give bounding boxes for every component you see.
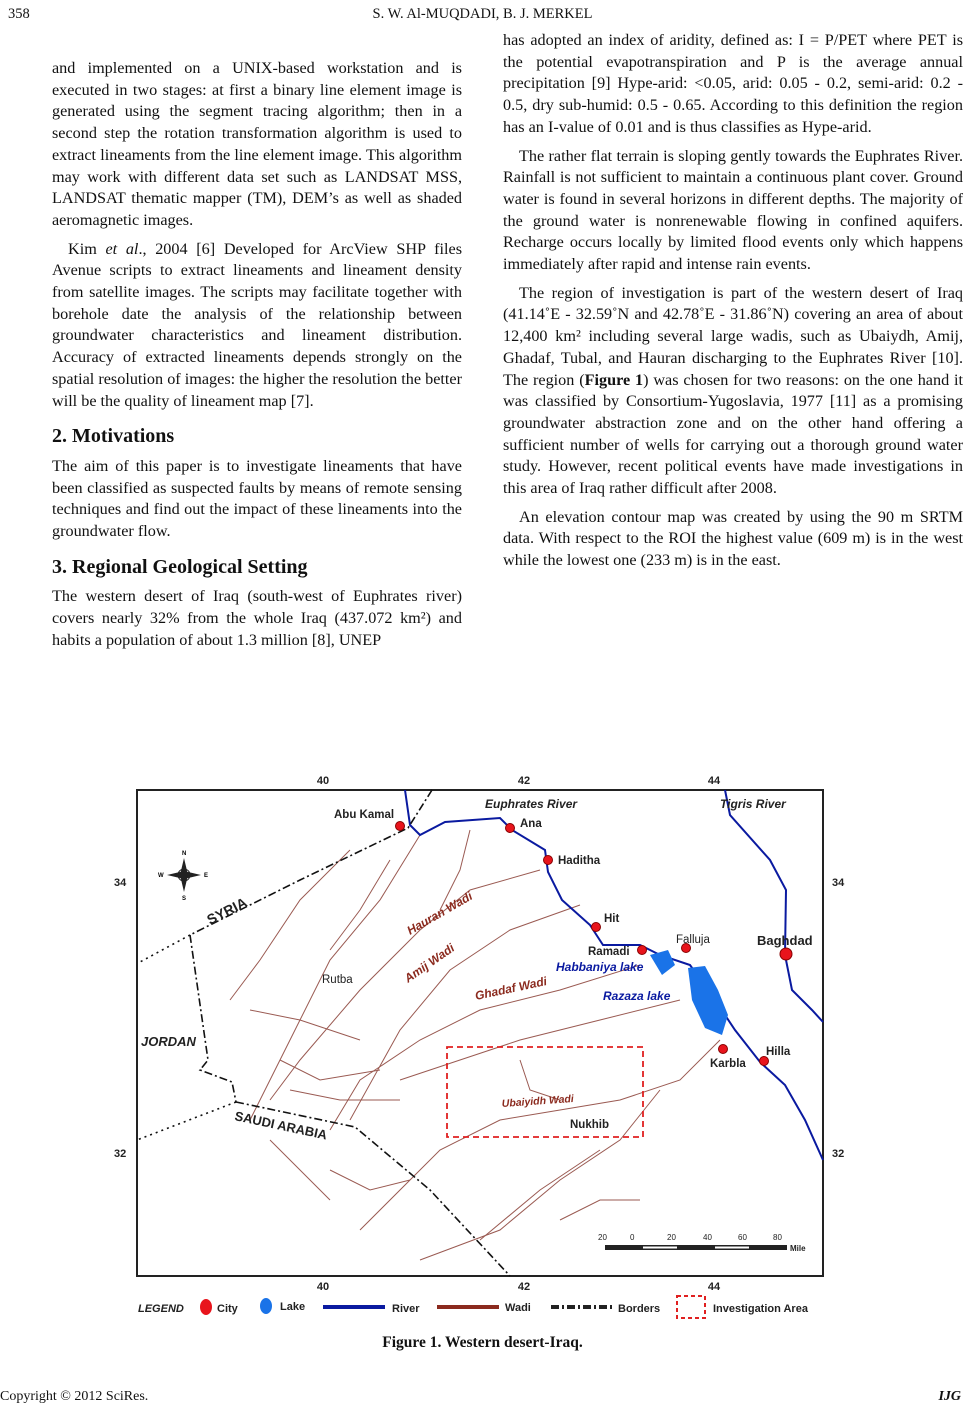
country-label: JORDAN <box>141 1034 196 1049</box>
et-al: et al <box>105 239 139 258</box>
city-label: Nukhib <box>570 1119 609 1131</box>
legend-label: Borders <box>618 1303 661 1315</box>
legend-label: Investigation Area <box>713 1303 808 1315</box>
paragraph: and implemented on a UNIX-based workstation and is executed in two stages: at first a binary line element image is generated using the segment tracing algorithm; then in a second step the rotation transformation algorithm is used to extract lineaments from the line element image. This algorithm may work with different data set such as LANDSAT MSS, LANDSAT thematic mapper (TM), DEM’s as well as shaded aeromagnetic images. <box>52 59 462 229</box>
text: The region of investigation is part of the western desert of Iraq (41.14˚E - 32.59˚N and 42.78˚E - 31.86˚N) covering an area of about 12,400 km² including several large wadis, such as Ubaiydh, Amij, Ghadaf, Tubal, and Hauran discharging to the Euphrates River [10]. The region ( <box>503 283 963 389</box>
running-header: S. W. Al-MUQDADI, B. J. MERKEL <box>372 6 593 22</box>
legend-label: Wadi <box>505 1302 531 1314</box>
scale-label: 40 <box>703 1233 712 1242</box>
scale-label: 60 <box>738 1233 747 1242</box>
figure-caption: Figure 1. Western desert-Iraq. <box>382 1334 583 1351</box>
paragraph: has adopted an index of aridity, defined as: I = P/PET where PET is the potential evapotranspiration and P is the average annual precipitation [9] Hype-arid: <0.05, arid: 0.05 - 0.2, semi-arid: 0.2 - 0.5, dry sub-humid: 0.5 - 0.65. According to this definition the region has an I-value of 0.01 and is thus classifies as Hype-arid. <box>503 31 963 136</box>
text: ) was chosen for two reasons: on the one hand it was classified by Consortium-Yugoslavia, 1977 [11] as a promising groundwater abstraction zone and on the other hand offering a sufficient number of wells for carrying out a thorough ground water study. However, recent political events have made investigations in this area of Iraq rather difficult after 2008. <box>503 370 963 498</box>
figure-ref[interactable]: Figure 1 <box>584 370 644 389</box>
city-label: Ramadi <box>588 946 630 958</box>
compass-rose-icon <box>158 851 208 902</box>
lat-tick: 32 <box>114 1148 127 1160</box>
lake-label: Habbaniya lake <box>556 960 644 974</box>
page-number: 358 <box>8 6 30 22</box>
wadi-legend-icon <box>437 1305 499 1309</box>
wadi-label: Ubaiyidh Wadi <box>501 1092 575 1110</box>
country-label: SYRIA <box>204 893 250 928</box>
river-label: Euphrates River <box>485 797 578 811</box>
scale-label: 20 <box>667 1233 676 1242</box>
paragraph: The aim of this paper is to investigate lineaments that have been classified as suspected faults by means of remote sensing techniques and find out the impact of these lineaments into the groundwater flow. <box>52 456 462 541</box>
author: Kim <box>68 239 106 258</box>
compass-s: S <box>182 896 187 902</box>
lat-tick: 32 <box>832 1148 845 1160</box>
copyright: Copyright © 2012 SciRes. <box>0 1389 149 1404</box>
paragraph: An elevation contour map was created by using the 90 m SRTM data. With respect to the ROI the highest value (609 m) is in the west while the lowest one (233 m) is in the east. <box>503 507 963 570</box>
lon-tick: 44 <box>707 775 721 787</box>
city-label: Haditha <box>558 855 601 867</box>
rivers <box>405 790 823 1160</box>
city-legend-icon <box>200 1299 212 1315</box>
journal-abbrev: IJG <box>938 1389 961 1404</box>
section-heading: 3. Regional Geological Setting <box>52 555 308 578</box>
area-legend-icon <box>677 1296 705 1318</box>
scale-bar <box>598 1233 806 1253</box>
wadi-label: Amij Wadi <box>401 940 458 986</box>
compass-w: W <box>158 873 164 879</box>
wadi-label: Ghadaf Wadi <box>473 974 549 1003</box>
lon-tick: 42 <box>517 775 531 787</box>
city-label: Rutba <box>322 974 353 986</box>
legend-title: LEGEND <box>138 1303 184 1315</box>
legend-label: River <box>392 1303 420 1315</box>
river-legend-icon <box>323 1305 385 1309</box>
compass-e: E <box>204 873 209 879</box>
legend <box>138 1296 809 1318</box>
investigation-area <box>447 1047 643 1137</box>
scale-label: 20 <box>598 1233 607 1242</box>
lat-tick: 34 <box>832 877 845 889</box>
section-heading: 2. Motivations <box>52 425 175 448</box>
lon-tick: 40 <box>316 775 330 787</box>
city-label: Ana <box>520 818 542 830</box>
legend-label: Lake <box>280 1301 306 1313</box>
lon-tick: 42 <box>517 1281 531 1293</box>
lon-tick: 44 <box>707 1281 721 1293</box>
compass-n: N <box>182 851 187 857</box>
scale-label: 80 <box>773 1233 782 1242</box>
legend-label: City <box>217 1303 238 1315</box>
scale-unit: Mile <box>790 1244 806 1253</box>
city-label: Hit <box>604 913 620 925</box>
lake-legend-icon <box>260 1298 272 1314</box>
lon-tick: 40 <box>316 1281 330 1293</box>
country-label: SAUDI ARABIA <box>233 1108 329 1143</box>
lat-tick: 34 <box>114 877 127 889</box>
wadi-label: Hauran Wadi <box>404 888 475 938</box>
wadi-network <box>230 830 720 1260</box>
paragraph: The rather flat terrain is sloping gently towards the Euphrates River. Rainfall is not sufficient to maintain a continuous plant cover. Ground water is found in several horizons in different depths. The majority of the ground water is nonrenewable flowing in confined aquifers. Recharge occurs locally by limited flood events only which happens immediately after rapid and intense rain events. <box>503 146 963 274</box>
city-label: Abu Kamal <box>334 809 395 821</box>
paragraph: The western desert of Iraq (south-west of Euphrates river) covers nearly 32% from the whole Iraq (437.072 km²) and habits a population of about 1.3 million [8], UNEP <box>52 587 462 649</box>
text: ., 2004 [6] Developed for ArcView SHP files Avenue scripts to extract lineaments and lineament density from satellite images. The scripts may facilitate together with borehole date the analysis of the relationship between groundwater characteristics and lineament distribution. Accuracy of extracted lineaments depends strongly on the spatial resolution of images: the higher the resolution the better will be the quality of lineament map [7]. <box>52 239 462 410</box>
city-label: Hilla <box>766 1046 791 1058</box>
river-label: Tigris River <box>720 797 786 811</box>
city-label: Falluja <box>676 934 710 946</box>
lake-label: Razaza lake <box>603 989 671 1003</box>
city-label: Baghdad <box>757 933 813 948</box>
city-label: Karbla <box>710 1058 746 1070</box>
scale-label: 0 <box>630 1233 635 1242</box>
